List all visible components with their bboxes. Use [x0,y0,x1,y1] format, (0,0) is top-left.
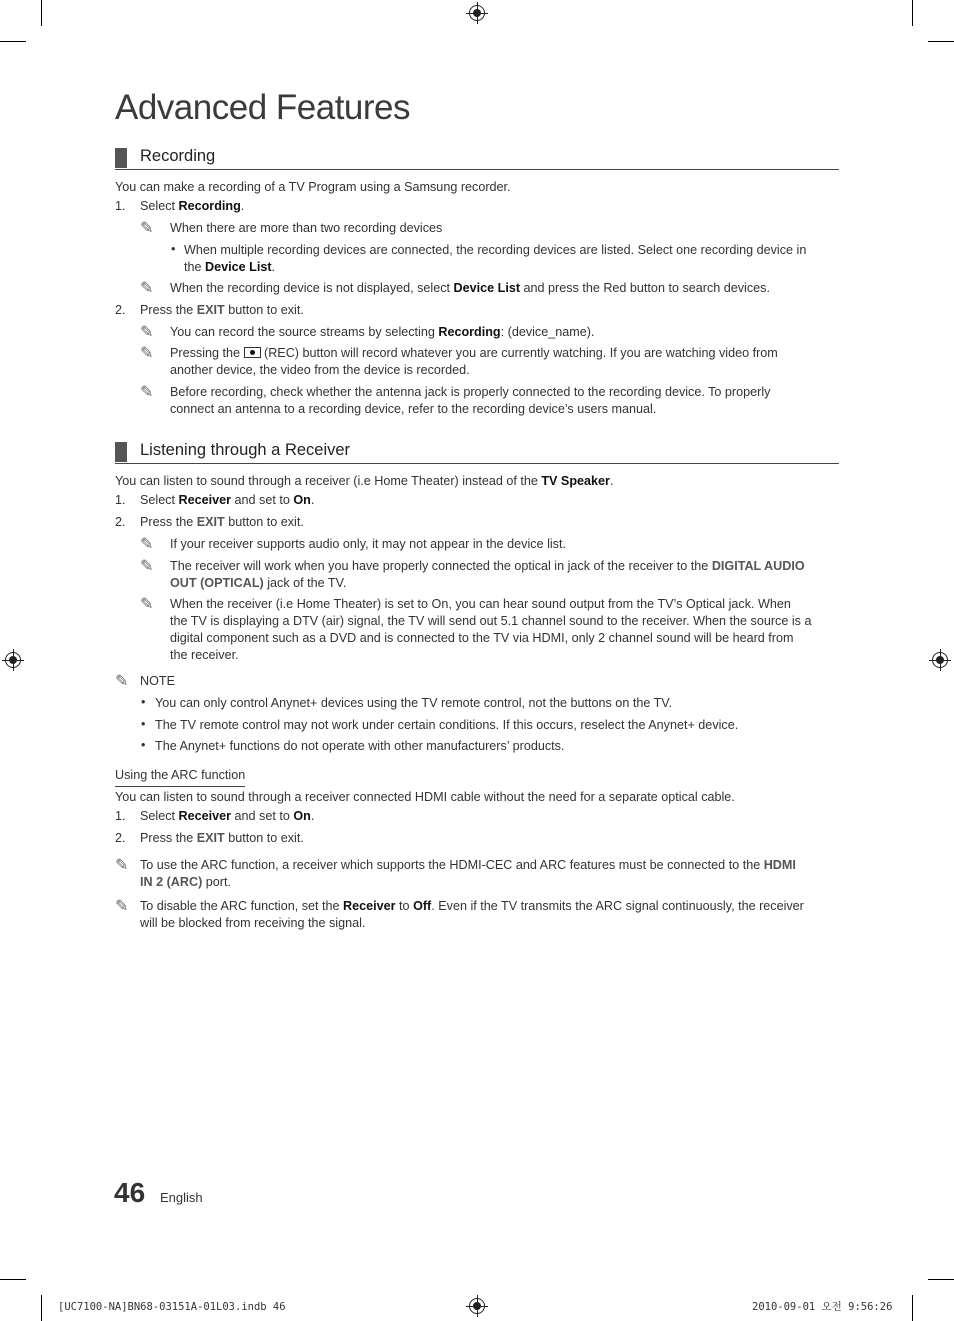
receiver-bullet-1: You can only control Anynet+ devices using the TV remote control, not the buttons on the TV. [155,696,673,710]
bullet-icon: • [141,738,146,752]
print-slug-file: [UC7100-NA]BN68-03151A-01L03.indb 46 [58,1301,286,1313]
recording-note-2: When the recording device is not displayed, select Device List and press the Red button to search devices. [170,281,770,295]
bullet-icon: • [171,242,176,256]
crop-mark [928,41,954,42]
crop-mark [912,1295,913,1321]
note-icon: ✎ [140,343,154,362]
page-title: Advanced Features [115,88,411,127]
note-icon: ✎ [115,855,129,874]
step-number: 2. [115,515,126,529]
bullet-icon: • [141,695,146,709]
recording-note-4: Pressing the (REC) button will record whatever you are currently watching. If you are watching video from another device, the video from the device is recorded. [170,346,778,377]
step-number: 1. [115,809,126,823]
note-label: NOTE [140,674,175,688]
page-number: 46 [114,1177,146,1208]
section-bar [115,148,127,168]
note-icon: ✎ [140,278,154,297]
subsection-title-arc: Using the ARC function [115,767,245,787]
section-header-recording [115,145,839,170]
step-number: 1. [115,199,126,213]
crop-mark [0,41,26,42]
note-icon: ✎ [140,534,154,553]
arc-note-2: To disable the ARC function, set the Receiver to Off. Even if the TV transmits the ARC signal continuously, the receiver will be blocked from receiving the signal. [140,899,804,930]
note-icon: ✎ [140,322,154,341]
registration-mark-icon [469,1298,485,1314]
registration-mark-icon [932,652,948,668]
recording-step-1: 1. Select Recording. [115,199,245,213]
note-icon: ✎ [140,556,154,575]
section-title: Recording [140,147,216,165]
section-title: Listening through a Receiver [140,441,351,459]
receiver-note-3: When the receiver (i.e Home Theater) is set to On, you can hear sound output from the TV’s Optical jack. When the TV is displaying a DTV (air) signal, the TV will send out 5.1 channel sound to the receiver. When the source is a digital component such as a DVD and is connected to the TV via HDMI, only 2 channel sound will be heard from the receiver. [170,597,812,662]
note-icon: ✎ [140,218,154,237]
registration-mark-icon [5,652,21,668]
arc-step-2: 2. Press the EXIT button to exit. [115,831,304,845]
print-slug-date: 2010-09-01 오전 9:56:26 [752,1301,893,1313]
note-icon: ✎ [115,896,129,915]
page-language: English [160,1190,203,1205]
crop-mark [928,1279,954,1280]
crop-mark [0,1279,26,1280]
recording-note-3: You can record the source streams by selecting Recording: (device_name). [170,325,595,339]
step-number: 1. [115,493,126,507]
rec-button-icon [244,347,261,358]
registration-mark-icon [469,5,485,21]
receiver-intro: You can listen to sound through a receiver (i.e Home Theater) instead of the TV Speaker. [115,474,614,488]
receiver-bullet-3: The Anynet+ functions do not operate with other manufacturers’ products. [155,739,565,753]
crop-mark [41,0,42,26]
recording-note-5: Before recording, check whether the antenna jack is properly connected to the recording device. To properly connect an antenna to a recording device, refer to the recording device’s users manual. [170,385,771,416]
note-icon: ✎ [140,594,154,613]
arc-intro: You can listen to sound through a receiver connected HDMI cable without the need for a separate optical cable. [115,790,735,804]
step-number: 2. [115,303,126,317]
section-header-receiver [115,439,839,464]
receiver-bullet-2: The TV remote control may not work under certain conditions. If this occurs, reselect the Anynet+ device. [155,718,739,732]
recording-step-2: 2. Press the EXIT button to exit. [115,303,304,317]
step-number: 2. [115,831,126,845]
bullet-icon: • [141,717,146,731]
recording-bullet-1: When multiple recording devices are connected, the recording devices are listed. Select one recording device in the Device List. [184,243,807,274]
receiver-step-2: 2. Press the EXIT button to exit. [115,515,304,529]
crop-mark [912,0,913,26]
note-icon: ✎ [140,382,154,401]
arc-step-1: 1. Select Receiver and set to On. [115,809,315,823]
recording-intro: You can make a recording of a TV Program using a Samsung recorder. [115,180,511,194]
note-icon: ✎ [115,671,129,690]
section-bar [115,442,127,462]
receiver-step-1: 1. Select Receiver and set to On. [115,493,315,507]
crop-mark [41,1295,42,1321]
receiver-note-2: The receiver will work when you have properly connected the optical in jack of the receiver to the DIGITAL AUDIO OUT (OPTICAL) jack of the TV. [170,559,805,590]
recording-note-1: When there are more than two recording devices [170,221,443,235]
arc-note-1: To use the ARC function, a receiver which supports the HDMI-CEC and ARC features must be connected to the HDMI IN 2 (ARC) port. [140,858,796,889]
receiver-note-1: If your receiver supports audio only, it may not appear in the device list. [170,537,566,551]
